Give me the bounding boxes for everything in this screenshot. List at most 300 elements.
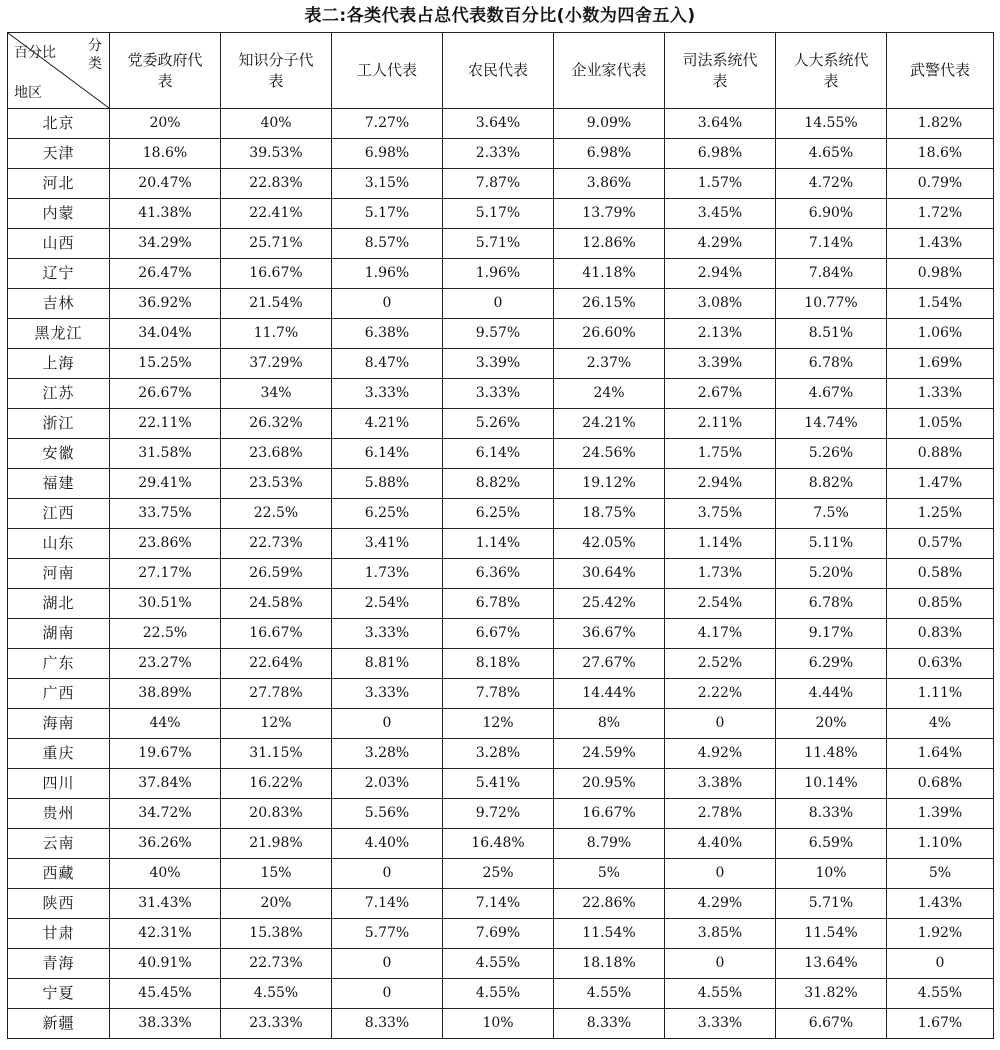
value-cell: 3.45% (665, 199, 776, 229)
value-cell: 7.5% (776, 499, 887, 529)
table-row (8, 289, 994, 319)
value-cell: 15.38% (221, 919, 332, 949)
value-cell: 36.92% (110, 289, 221, 319)
corner-label-region: 地区 (14, 85, 42, 101)
table-title: 表二:各类代表占总代表数百分比(小数为四舍五入) (304, 6, 696, 26)
value-cell: 0.57% (887, 529, 994, 559)
value-cell: 21.54% (221, 289, 332, 319)
region-cell: 天津 (8, 139, 110, 169)
value-cell: 6.36% (443, 559, 554, 589)
value-cell: 2.33% (443, 139, 554, 169)
table-row (8, 109, 994, 139)
value-cell: 27.67% (554, 649, 665, 679)
value-cell: 0 (665, 859, 776, 889)
value-cell: 4.55% (443, 949, 554, 979)
value-cell: 5.26% (776, 439, 887, 469)
value-cell: 11.54% (554, 919, 665, 949)
value-cell: 15.25% (110, 349, 221, 379)
value-cell: 18.75% (554, 499, 665, 529)
table-row (8, 739, 994, 769)
value-cell: 9.72% (443, 799, 554, 829)
region-cell: 河北 (8, 169, 110, 199)
value-cell: 38.89% (110, 679, 221, 709)
value-cell: 2.54% (332, 589, 443, 619)
value-cell: 22.86% (554, 889, 665, 919)
table-row (8, 889, 994, 919)
value-cell: 5% (554, 859, 665, 889)
value-cell: 2.54% (665, 589, 776, 619)
value-cell: 34.29% (110, 229, 221, 259)
value-cell: 9.17% (776, 619, 887, 649)
region-cell: 贵州 (8, 799, 110, 829)
value-cell: 33.75% (110, 499, 221, 529)
region-cell: 江西 (8, 499, 110, 529)
value-cell: 22.5% (110, 619, 221, 649)
value-cell: 3.41% (332, 529, 443, 559)
value-cell: 22.5% (221, 499, 332, 529)
value-cell: 2.37% (554, 349, 665, 379)
value-cell: 23.68% (221, 439, 332, 469)
column-header: 知识分子代表 (221, 33, 332, 109)
table-row (8, 469, 994, 499)
table-row (8, 619, 994, 649)
value-cell: 8% (554, 709, 665, 739)
table-row (8, 499, 994, 529)
value-cell: 0 (332, 949, 443, 979)
value-cell: 6.78% (443, 589, 554, 619)
table-row (8, 229, 994, 259)
value-cell: 1.92% (887, 919, 994, 949)
value-cell: 4.55% (443, 979, 554, 1009)
region-cell: 安徽 (8, 439, 110, 469)
value-cell: 8.33% (776, 799, 887, 829)
value-cell: 18.6% (887, 139, 994, 169)
value-cell: 20.47% (110, 169, 221, 199)
value-cell: 34.72% (110, 799, 221, 829)
value-cell: 0 (665, 949, 776, 979)
value-cell: 14.55% (776, 109, 887, 139)
value-cell: 8.33% (332, 1009, 443, 1039)
region-cell: 河南 (8, 559, 110, 589)
region-cell: 山东 (8, 529, 110, 559)
region-cell: 广东 (8, 649, 110, 679)
value-cell: 22.83% (221, 169, 332, 199)
value-cell: 8.79% (554, 829, 665, 859)
value-cell: 5.71% (443, 229, 554, 259)
value-cell: 1.57% (665, 169, 776, 199)
value-cell: 26.59% (221, 559, 332, 589)
value-cell: 5.17% (332, 199, 443, 229)
value-cell: 36.26% (110, 829, 221, 859)
value-cell: 4.40% (332, 829, 443, 859)
table-row (8, 919, 994, 949)
value-cell: 20% (776, 709, 887, 739)
value-cell: 20% (221, 889, 332, 919)
value-cell: 6.25% (332, 499, 443, 529)
value-cell: 4.21% (332, 409, 443, 439)
value-cell: 1.43% (887, 229, 994, 259)
value-cell: 23.53% (221, 469, 332, 499)
table-row (8, 589, 994, 619)
value-cell: 6.67% (443, 619, 554, 649)
value-cell: 15% (221, 859, 332, 889)
value-cell: 2.22% (665, 679, 776, 709)
value-cell: 23.27% (110, 649, 221, 679)
value-cell: 42.05% (554, 529, 665, 559)
value-cell: 3.33% (443, 379, 554, 409)
value-cell: 3.33% (665, 1009, 776, 1039)
value-cell: 13.79% (554, 199, 665, 229)
value-cell: 0.88% (887, 439, 994, 469)
value-cell: 26.32% (221, 409, 332, 439)
value-cell: 14.44% (554, 679, 665, 709)
value-cell: 20.83% (221, 799, 332, 829)
value-cell: 22.64% (221, 649, 332, 679)
value-cell: 24.59% (554, 739, 665, 769)
table-row (8, 559, 994, 589)
value-cell: 0.98% (887, 259, 994, 289)
table-row (8, 1009, 994, 1039)
value-cell: 1.67% (887, 1009, 994, 1039)
value-cell: 4.17% (665, 619, 776, 649)
value-cell: 5.20% (776, 559, 887, 589)
value-cell: 1.47% (887, 469, 994, 499)
table-row (8, 649, 994, 679)
header-row (8, 33, 994, 109)
value-cell: 0.68% (887, 769, 994, 799)
value-cell: 6.29% (776, 649, 887, 679)
value-cell: 6.78% (776, 349, 887, 379)
value-cell: 0.63% (887, 649, 994, 679)
value-cell: 0 (443, 289, 554, 319)
value-cell: 8.82% (443, 469, 554, 499)
table-row (8, 769, 994, 799)
value-cell: 5.26% (443, 409, 554, 439)
region-cell: 吉林 (8, 289, 110, 319)
value-cell: 11.54% (776, 919, 887, 949)
value-cell: 10.77% (776, 289, 887, 319)
value-cell: 40% (110, 859, 221, 889)
value-cell: 8.82% (776, 469, 887, 499)
value-cell: 5.71% (776, 889, 887, 919)
value-cell: 5.11% (776, 529, 887, 559)
value-cell: 12% (221, 709, 332, 739)
region-cell: 新疆 (8, 1009, 110, 1039)
value-cell: 4.65% (776, 139, 887, 169)
corner-label-category: 分类 (88, 38, 102, 72)
value-cell: 34% (221, 379, 332, 409)
value-cell: 4.92% (665, 739, 776, 769)
value-cell: 3.33% (332, 679, 443, 709)
value-cell: 3.08% (665, 289, 776, 319)
value-cell: 7.27% (332, 109, 443, 139)
value-cell: 16.67% (221, 619, 332, 649)
value-cell: 2.52% (665, 649, 776, 679)
table-row (8, 859, 994, 889)
table-row (8, 949, 994, 979)
value-cell: 5.41% (443, 769, 554, 799)
region-cell: 山西 (8, 229, 110, 259)
value-cell: 24% (554, 379, 665, 409)
value-cell: 40.91% (110, 949, 221, 979)
table-row (8, 259, 994, 289)
value-cell: 42.31% (110, 919, 221, 949)
value-cell: 19.67% (110, 739, 221, 769)
value-cell: 3.39% (443, 349, 554, 379)
value-cell: 7.84% (776, 259, 887, 289)
region-cell: 上海 (8, 349, 110, 379)
table-row (8, 169, 994, 199)
value-cell: 3.75% (665, 499, 776, 529)
region-cell: 江苏 (8, 379, 110, 409)
value-cell: 37.84% (110, 769, 221, 799)
region-cell: 湖北 (8, 589, 110, 619)
value-cell: 45.45% (110, 979, 221, 1009)
region-cell: 青海 (8, 949, 110, 979)
value-cell: 27.78% (221, 679, 332, 709)
value-cell: 26.47% (110, 259, 221, 289)
value-cell: 10% (776, 859, 887, 889)
value-cell: 0.79% (887, 169, 994, 199)
value-cell: 4% (887, 709, 994, 739)
value-cell: 0.58% (887, 559, 994, 589)
value-cell: 34.04% (110, 319, 221, 349)
column-header: 司法系统代表 (665, 33, 776, 109)
region-cell: 内蒙 (8, 199, 110, 229)
value-cell: 24.58% (221, 589, 332, 619)
value-cell: 38.33% (110, 1009, 221, 1039)
value-cell: 9.57% (443, 319, 554, 349)
value-cell: 23.86% (110, 529, 221, 559)
value-cell: 1.25% (887, 499, 994, 529)
value-cell: 4.29% (665, 889, 776, 919)
value-cell: 11.7% (221, 319, 332, 349)
value-cell: 40% (221, 109, 332, 139)
value-cell: 29.41% (110, 469, 221, 499)
table-body (8, 109, 994, 1039)
region-cell: 辽宁 (8, 259, 110, 289)
column-header: 党委政府代表 (110, 33, 221, 109)
value-cell: 7.14% (443, 889, 554, 919)
value-cell: 5.17% (443, 199, 554, 229)
column-header: 工人代表 (332, 33, 443, 109)
value-cell: 7.78% (443, 679, 554, 709)
value-cell: 1.54% (887, 289, 994, 319)
value-cell: 39.53% (221, 139, 332, 169)
value-cell: 23.33% (221, 1009, 332, 1039)
value-cell: 1.05% (887, 409, 994, 439)
value-cell: 3.64% (665, 109, 776, 139)
value-cell: 1.69% (887, 349, 994, 379)
value-cell: 16.22% (221, 769, 332, 799)
region-cell: 宁夏 (8, 979, 110, 1009)
table-row (8, 529, 994, 559)
table-row (8, 979, 994, 1009)
value-cell: 6.98% (554, 139, 665, 169)
column-header: 武警代表 (887, 33, 994, 109)
value-cell: 6.14% (332, 439, 443, 469)
value-cell: 7.87% (443, 169, 554, 199)
value-cell: 18.18% (554, 949, 665, 979)
percentage-table (7, 32, 994, 1039)
value-cell: 3.28% (443, 739, 554, 769)
value-cell: 1.43% (887, 889, 994, 919)
corner-header-cell (8, 33, 110, 109)
value-cell: 1.64% (887, 739, 994, 769)
region-cell: 海南 (8, 709, 110, 739)
value-cell: 24.56% (554, 439, 665, 469)
value-cell: 6.14% (443, 439, 554, 469)
value-cell: 44% (110, 709, 221, 739)
value-cell: 14.74% (776, 409, 887, 439)
value-cell: 1.73% (332, 559, 443, 589)
value-cell: 4.67% (776, 379, 887, 409)
value-cell: 8.18% (443, 649, 554, 679)
table-row (8, 709, 994, 739)
value-cell: 2.67% (665, 379, 776, 409)
value-cell: 1.33% (887, 379, 994, 409)
value-cell: 1.96% (332, 259, 443, 289)
value-cell: 7.14% (332, 889, 443, 919)
value-cell: 5% (887, 859, 994, 889)
value-cell: 20% (110, 109, 221, 139)
value-cell: 5.56% (332, 799, 443, 829)
value-cell: 20.95% (554, 769, 665, 799)
value-cell: 6.38% (332, 319, 443, 349)
value-cell: 8.33% (554, 1009, 665, 1039)
value-cell: 3.64% (443, 109, 554, 139)
value-cell: 4.44% (776, 679, 887, 709)
region-cell: 陕西 (8, 889, 110, 919)
value-cell: 25.71% (221, 229, 332, 259)
value-cell: 19.12% (554, 469, 665, 499)
value-cell: 31.15% (221, 739, 332, 769)
value-cell: 2.94% (665, 259, 776, 289)
table-row (8, 319, 994, 349)
region-cell: 北京 (8, 109, 110, 139)
value-cell: 25.42% (554, 589, 665, 619)
value-cell: 12.86% (554, 229, 665, 259)
value-cell: 1.14% (665, 529, 776, 559)
value-cell: 16.48% (443, 829, 554, 859)
value-cell: 7.14% (776, 229, 887, 259)
value-cell: 0 (332, 289, 443, 319)
column-header: 企业家代表 (554, 33, 665, 109)
value-cell: 1.06% (887, 319, 994, 349)
value-cell: 2.11% (665, 409, 776, 439)
value-cell: 4.29% (665, 229, 776, 259)
value-cell: 37.29% (221, 349, 332, 379)
value-cell: 10.14% (776, 769, 887, 799)
value-cell: 2.78% (665, 799, 776, 829)
value-cell: 27.17% (110, 559, 221, 589)
value-cell: 11.48% (776, 739, 887, 769)
value-cell: 25% (443, 859, 554, 889)
region-cell: 广西 (8, 679, 110, 709)
table-row (8, 439, 994, 469)
value-cell: 12% (443, 709, 554, 739)
value-cell: 1.11% (887, 679, 994, 709)
value-cell: 3.33% (332, 619, 443, 649)
table-row (8, 679, 994, 709)
region-cell: 西藏 (8, 859, 110, 889)
table-row (8, 829, 994, 859)
value-cell: 26.67% (110, 379, 221, 409)
value-cell: 22.73% (221, 949, 332, 979)
value-cell: 41.18% (554, 259, 665, 289)
value-cell: 36.67% (554, 619, 665, 649)
value-cell: 3.85% (665, 919, 776, 949)
value-cell: 0 (665, 709, 776, 739)
value-cell: 3.28% (332, 739, 443, 769)
value-cell: 1.14% (443, 529, 554, 559)
region-cell: 浙江 (8, 409, 110, 439)
region-cell: 甘肃 (8, 919, 110, 949)
table-row (8, 409, 994, 439)
value-cell: 3.33% (332, 379, 443, 409)
value-cell: 22.11% (110, 409, 221, 439)
column-header: 农民代表 (443, 33, 554, 109)
value-cell: 31.58% (110, 439, 221, 469)
value-cell: 22.41% (221, 199, 332, 229)
table-row (8, 799, 994, 829)
column-header: 人大系统代表 (776, 33, 887, 109)
value-cell: 16.67% (554, 799, 665, 829)
value-cell: 22.73% (221, 529, 332, 559)
region-cell: 湖南 (8, 619, 110, 649)
table-row (8, 379, 994, 409)
value-cell: 6.78% (776, 589, 887, 619)
value-cell: 41.38% (110, 199, 221, 229)
value-cell: 0 (887, 949, 994, 979)
value-cell: 1.39% (887, 799, 994, 829)
value-cell: 6.90% (776, 199, 887, 229)
value-cell: 1.73% (665, 559, 776, 589)
value-cell: 4.55% (665, 979, 776, 1009)
value-cell: 6.67% (776, 1009, 887, 1039)
region-cell: 福建 (8, 469, 110, 499)
value-cell: 30.51% (110, 589, 221, 619)
value-cell: 3.39% (665, 349, 776, 379)
value-cell: 8.51% (776, 319, 887, 349)
value-cell: 6.25% (443, 499, 554, 529)
value-cell: 4.55% (221, 979, 332, 1009)
value-cell: 0 (332, 979, 443, 1009)
value-cell: 1.10% (887, 829, 994, 859)
value-cell: 0 (332, 709, 443, 739)
value-cell: 0.85% (887, 589, 994, 619)
value-cell: 4.40% (665, 829, 776, 859)
value-cell: 31.82% (776, 979, 887, 1009)
value-cell: 3.38% (665, 769, 776, 799)
value-cell: 1.96% (443, 259, 554, 289)
value-cell: 26.15% (554, 289, 665, 319)
table-row (8, 349, 994, 379)
value-cell: 5.88% (332, 469, 443, 499)
value-cell: 10% (443, 1009, 554, 1039)
value-cell: 6.59% (776, 829, 887, 859)
value-cell: 9.09% (554, 109, 665, 139)
value-cell: 3.15% (332, 169, 443, 199)
value-cell: 4.55% (554, 979, 665, 1009)
value-cell: 0.83% (887, 619, 994, 649)
table-row (8, 199, 994, 229)
value-cell: 1.72% (887, 199, 994, 229)
value-cell: 6.98% (332, 139, 443, 169)
value-cell: 13.64% (776, 949, 887, 979)
value-cell: 3.86% (554, 169, 665, 199)
table-row (8, 139, 994, 169)
